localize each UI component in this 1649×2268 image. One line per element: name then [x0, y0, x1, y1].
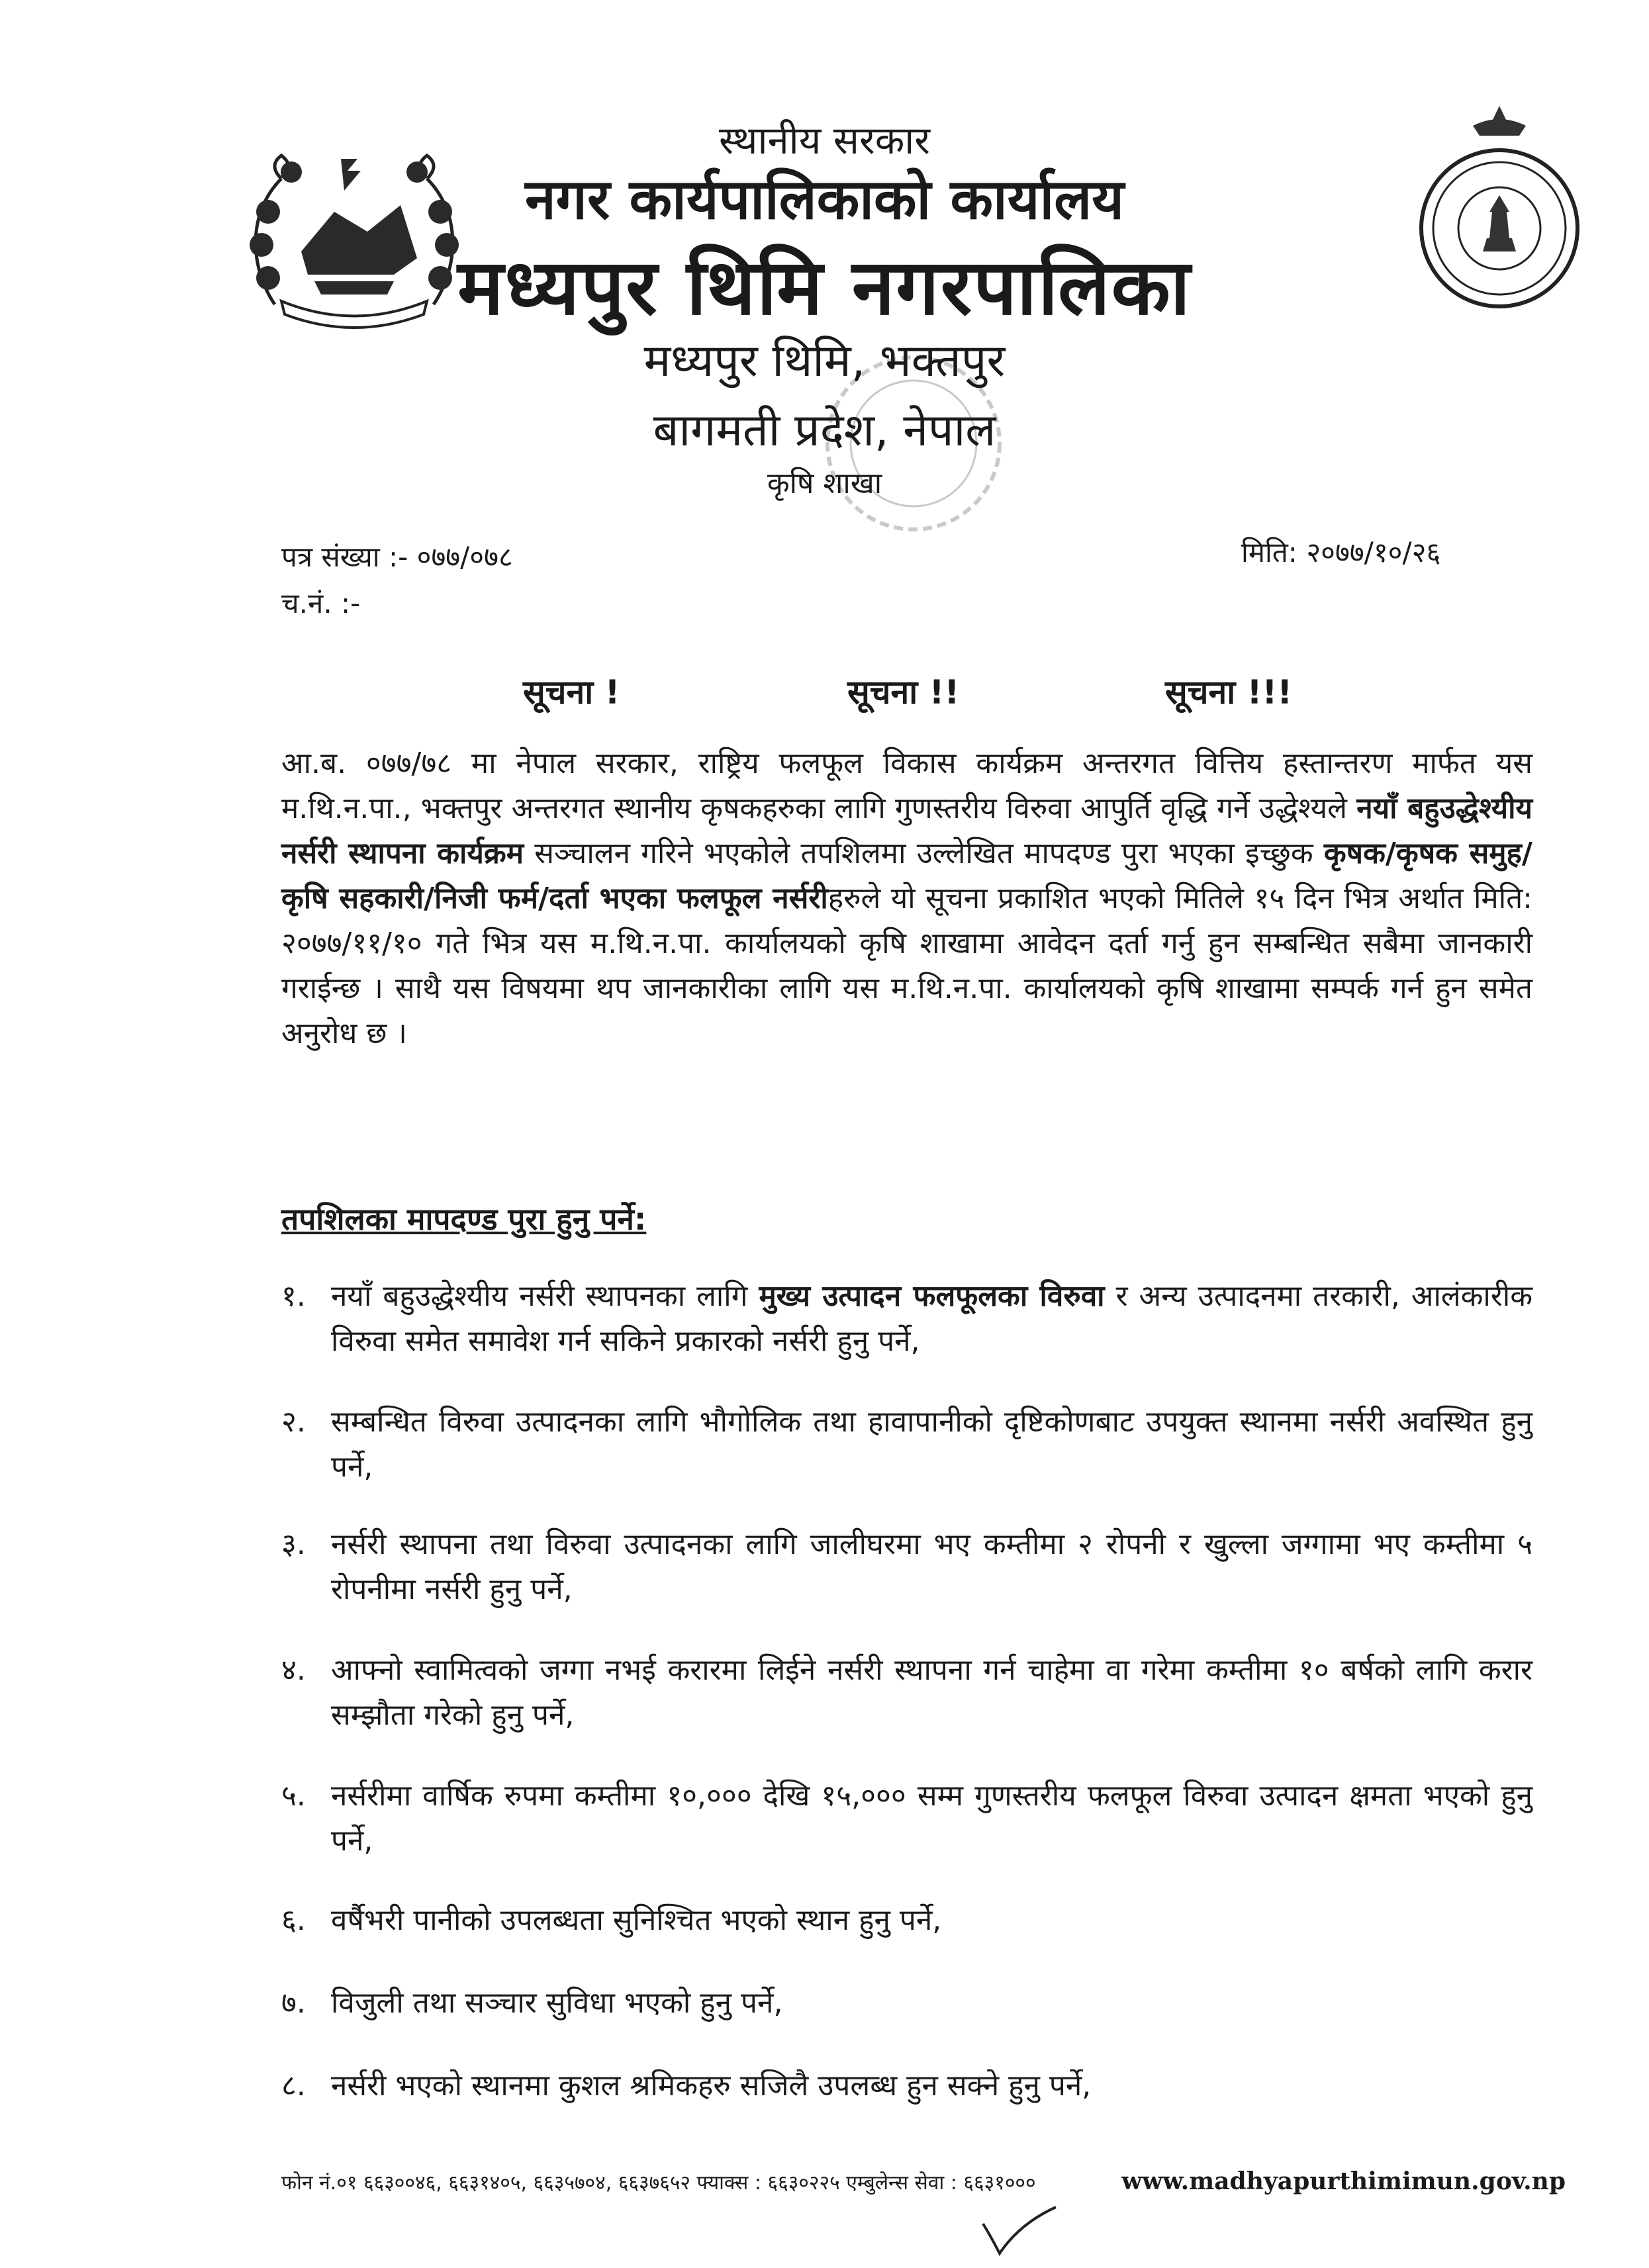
criteria-item	[281, 1774, 1532, 1864]
municipality-title: मध्यपुर थिमि नगरपालिका	[457, 243, 1192, 332]
criteria-item-number: ६.	[281, 1903, 306, 1937]
criteria-item	[281, 1648, 1532, 1738]
criteria-item-text-bold: मुख्य उत्पादन फलफूलका विरुवा	[759, 1279, 1105, 1313]
notice-heading-2: सूचना !!	[847, 673, 960, 711]
checkmark-icon	[980, 2204, 1059, 2257]
address-line-1: मध्यपुर थिमि, भक्तपुर	[643, 335, 1006, 387]
criteria-item-text: विजुली तथा सञ्चार सुविधा भएको हुनु पर्ने,	[331, 1986, 783, 2020]
footer-contacts: फोन नं.०१ ६६३००४६, ६६३१४०५, ६६३५७०४, ६६३७६५२ फ्याक्स : ६६३०२२५ एम्बुलेन्स सेवा : ६६३१०००	[281, 2171, 1036, 2195]
body-part-1: आ.ब. ०७७/७८ मा नेपाल सरकार, राष्ट्रिय फलफूल विकास कार्यक्रम अन्तरगत वित्तिय हस्तान्तरण मार्फत यस म.थि.न.पा., भक्तपुर अन्तरगत स्थानीय कृषकहरुका लागि गुणस्तरीय विरुवा आपुर्ति वृद्धि गर्ने उद्धेश्यले	[281, 747, 1532, 825]
address-line-2: बागमती प्रदेश, नेपाल	[653, 404, 996, 457]
footer-website-link[interactable]: www.madhyapurthimimun.gov.np	[1121, 2167, 1566, 2195]
criteria-item-text: सम्बन्धित विरुवा उत्पादनका लागि भौगोलिक तथा हावापानीको दृष्टिकोणबाट उपयुक्त स्थानमा नर्सरी अवस्थित हुनु पर्ने,	[331, 1405, 1532, 1484]
notice-heading-1: सूचना !	[523, 673, 620, 711]
letter-date: मिति: २०७७/१०/२६	[1241, 536, 1441, 568]
local-government-label: स्थानीय सरकार	[719, 118, 930, 163]
criteria-item-text	[331, 1274, 1532, 1364]
criteria-item-number: २.	[281, 1405, 306, 1439]
office-title: नगर कार्यपालिकाको कार्यालय	[525, 167, 1124, 232]
criteria-item	[281, 1898, 1532, 1943]
criteria-heading: तपशिलका मापदण्ड पुरा हुनु पर्ने:	[281, 1201, 647, 1237]
criteria-item-number: ७.	[281, 1986, 306, 2020]
criteria-item-text-post: र अन्य उत्पादनमा तरकारी, आलंकारीक विरुवा समेत समावेश गर्न सकिने प्रकारको नर्सरी हुनु पर्ने,	[331, 1279, 1532, 1358]
criteria-item-number: ५.	[281, 1779, 306, 1813]
reference-number: पत्र संख्या :- ०७७/०७८	[281, 541, 513, 573]
body-part-3: हरुले यो सूचना प्रकाशित भएको मितिले १५ दिन भित्र अर्थात मिति: २०७७/११/१० गते भित्र यस म.थि.न.पा. कार्यालयको कृषि शाखामा आवेदन दर्ता गर्नु हुन सम्बन्धित सबैमा जानकारी गराईन्छ । साथै यस विषयमा थप जानकारीका लागि यस म.थि.न.पा. कार्यालयको कृषि शाखामा सम्पर्क गर्न हुन समेत अनुरोध छ ।	[281, 882, 1532, 1050]
criteria-item-number: १.	[281, 1279, 306, 1313]
criteria-item	[281, 1274, 1532, 1364]
body-bold-1: नयाँ बहुउद्धेश्यीय नर्सरी स्थापना कार्यक्रम	[281, 792, 1533, 870]
criteria-item-number: ८.	[281, 2069, 306, 2103]
notice-heading-3: सूचना !!!	[1165, 673, 1293, 711]
body-bold-2: कृषक/कृषक समुह/कृषि सहकारी/निजी फर्म/दर्ता भएका फलफूल नर्सरी	[281, 837, 1532, 915]
criteria-item-text: आफ्नो स्वामित्वको जग्गा नभई करारमा लिईने नर्सरी स्थापना गर्न चाहेमा वा गरेमा कम्तीमा १० बर्षको लागि करार सम्झौता गरेको हुनु पर्ने,	[331, 1653, 1532, 1732]
criteria-item-text-pre: नयाँ बहुउद्धेश्यीय नर्सरी स्थापनका लागि	[331, 1279, 759, 1313]
criteria-item-number: ४.	[281, 1653, 306, 1687]
footer	[281, 2167, 1566, 2195]
criteria-item	[281, 1981, 1532, 2026]
criteria-item-text: वर्षैभरी पानीको उपलब्धता सुनिश्चित भएको स्थान हुनु पर्ने,	[331, 1903, 942, 1937]
criteria-item-text: नर्सरीमा वार्षिक रुपमा कम्तीमा १०,००० देखि १५,००० सम्म गुणस्तरीय फलफूल विरुवा उत्पादन क्षमता भएको हुनु पर्ने,	[331, 1779, 1532, 1858]
notice-body	[281, 741, 1532, 1056]
criteria-item	[281, 1522, 1532, 1612]
criteria-item	[281, 2064, 1532, 2109]
criteria-item-number: ३.	[281, 1527, 306, 1561]
criteria-item-text: नर्सरी भएको स्थानमा कुशल श्रमिकहरु सजिलै उपलब्ध हुन सक्ने हुनु पर्ने,	[331, 2069, 1092, 2103]
criteria-item-text: नर्सरी स्थापना तथा विरुवा उत्पादनका लागि जालीघरमा भए कम्तीमा २ रोपनी र खुल्ला जग्गामा भए कम्तीमा ५ रोपनीमा नर्सरी हुनु पर्ने,	[331, 1527, 1532, 1606]
dispatch-number: च.नं. :-	[281, 587, 361, 619]
criteria-item	[281, 1400, 1532, 1490]
section-label: कृषि शाखा	[767, 467, 882, 500]
body-part-2: सञ्चालन गरिने भएकोले तपशिलमा उल्लेखित मापदण्ड पुरा भएका इच्छुक	[524, 837, 1324, 870]
